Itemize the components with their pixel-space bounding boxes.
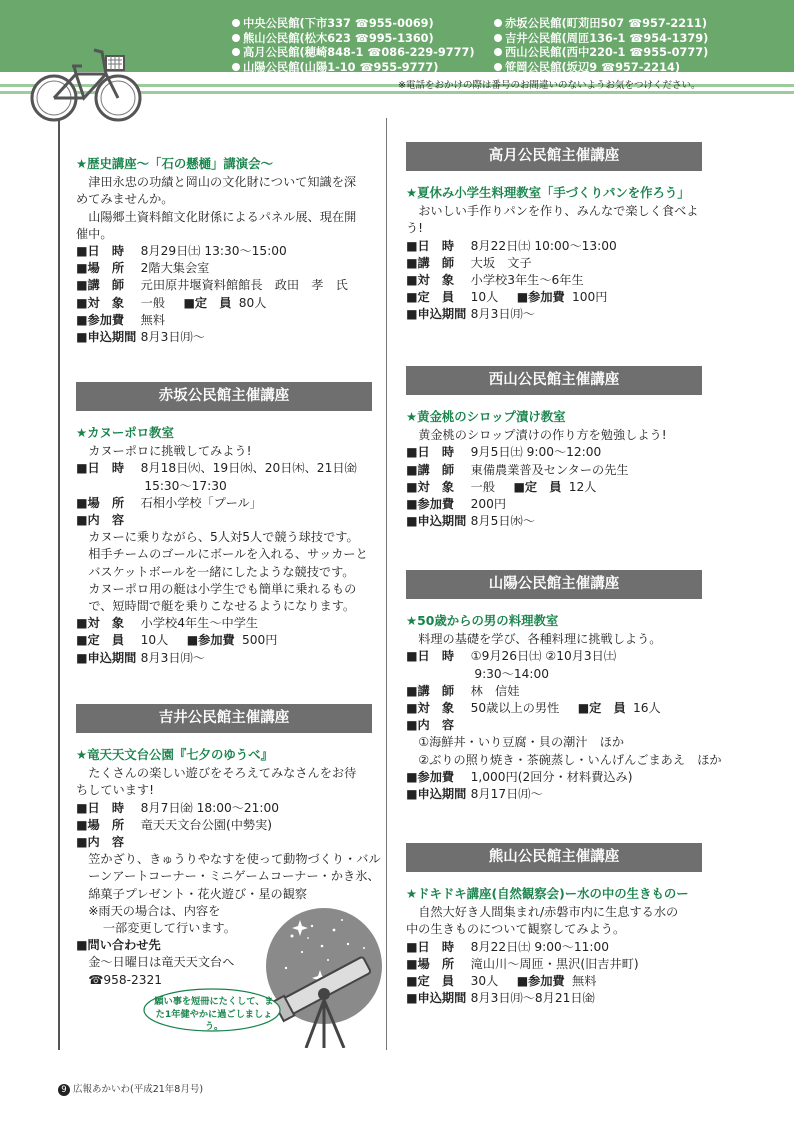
akasaka-apply: ■申込期間 8月3日㈪～ xyxy=(76,650,205,665)
history-fee: ■参加費 無料 xyxy=(76,312,166,327)
kumayama-apply: ■申込期間 8月3日㈪～8月21日㈮ xyxy=(406,991,595,1006)
akasaka-content-4: カヌーポロ用の艇は小学生でも簡単に乗れるもの xyxy=(88,581,357,596)
contact-akasaka: 赤坂公民館(町苅田507 ☎957-2211) xyxy=(505,17,707,30)
bubble-text: 願い事を短冊にたくして、また1年健やかに過ごしましょう。 xyxy=(154,996,274,1032)
history-target: ■対 象 一般 ■定 員 80人 xyxy=(76,295,267,310)
header-note: ※電話をおかけの際は番号のお間違いのないようお気をつけください。 xyxy=(398,80,701,91)
history-desc-2: めてみませんか。 xyxy=(76,192,174,207)
sanyo-desc: 料理の基礎を学び、各種料理に挑戦しよう。 xyxy=(418,632,662,647)
yoshii-contact-label: ■問い合わせ先 xyxy=(76,938,161,953)
history-desc-3: 山陽郷土資料館文化財係によるパネル展、現在開 xyxy=(88,209,357,224)
akasaka-content-1: カヌーに乗りながら、5人対5人で競う球技です。 xyxy=(88,530,359,545)
page-header xyxy=(0,0,794,94)
yoshii-contact-phone: ☎958-2321 xyxy=(88,972,163,987)
history-date: ■日 時 8月29日㈯ 13:30～15:00 xyxy=(76,244,287,259)
nishiyama-header: 西山公民館主催講座 xyxy=(406,366,702,395)
nishiyama-date: ■日 時 9月5日㈯ 9:00～12:00 xyxy=(406,445,602,460)
sanyo-section xyxy=(406,570,722,803)
history-title: ★歴史講座～「石の懸樋」講演会～ xyxy=(76,156,273,171)
kumayama-date: ■日 時 8月22日㈯ 9:00～11:00 xyxy=(406,939,610,954)
takatsuki-section xyxy=(406,142,702,324)
history-lecture xyxy=(76,146,372,346)
kumayama-desc: 自然大好き人間集まれ/赤磐市内に生息する水の xyxy=(418,905,679,920)
sanyo-content-2: ②ぶりの照り焼き・茶碗蒸し・いんげんごまあえ ほか xyxy=(418,752,722,767)
sanyo-title: ★50歳からの男の料理教室 xyxy=(406,613,559,628)
nishiyama-apply: ■申込期間 8月5日㈬～ xyxy=(406,514,535,529)
yoshii-content-label: ■内 容 xyxy=(76,835,125,850)
takatsuki-target: ■対 象 小学校3年生～6年生 xyxy=(406,273,584,288)
yoshii-contact-1: 金～日曜日は竜天天文台へ xyxy=(88,955,235,970)
sanyo-content-1: ①海鮮丼・いり豆腐・貝の潮汁 ほか xyxy=(418,735,625,750)
akasaka-content-2: 相手チームのゴールにボールを入れる、サッカーと xyxy=(88,547,368,562)
contact-sasaoka: 笹岡公民館(坂辺9 ☎957-2214) xyxy=(505,60,680,74)
nishiyama-lecturer: ■講 師 東備農業普及センターの先生 xyxy=(406,462,629,477)
contact-takatsuki: 高月公民館(穂崎848-1 ☎086-229-9777) xyxy=(243,46,475,59)
takatsuki-capacity: ■定 員 10人 ■参加費 100円 xyxy=(406,290,608,305)
akasaka-content-5: で、短時間で艇を乗りこなせるようになります。 xyxy=(88,599,356,614)
sanyo-apply: ■申込期間 8月17日㈪～ xyxy=(406,787,543,802)
takatsuki-lecturer: ■講 師 大坂 文子 xyxy=(406,255,532,270)
yoshii-place: ■場 所 竜天天文台公園(中勢実) xyxy=(76,817,273,832)
nishiyama-title: ★黄金桃のシロップ漬け教室 xyxy=(406,409,566,424)
contact-nishiyama: 西山公民館(西中220-1 ☎955-0777) xyxy=(505,46,709,59)
akasaka-content-3: バスケットボールを一緒にしたような競技です。 xyxy=(88,564,355,579)
kumayama-header: 熊山公民館主催講座 xyxy=(406,843,702,872)
akasaka-date: ■日 時 8月18日㈫、19日㈬、20日㈭、21日㈮ xyxy=(76,461,357,476)
history-desc-4: 催中。 xyxy=(76,226,113,241)
kumayama-capacity: ■定 員 30人 ■参加費 無料 xyxy=(406,974,597,989)
akasaka-place: ■場 所 石相小学校「プール」 xyxy=(76,495,262,510)
akasaka-capacity: ■定 員 10人 ■参加費 500円 xyxy=(76,633,278,648)
yoshii-header: 吉井公民館主催講座 xyxy=(76,704,372,733)
page-number: 9 xyxy=(58,1084,70,1096)
contacts-right xyxy=(494,17,708,75)
kumayama-desc-2: 中の生きものについて観察してみよう。 xyxy=(406,922,626,937)
yoshii-rain-note-2: 一部変更して行います。 xyxy=(102,921,236,936)
yoshii-content-2: ーンアートコーナー・ミニゲームコーナー・かき氷、 xyxy=(88,869,380,884)
takatsuki-apply: ■申込期間 8月3日㈪～ xyxy=(406,307,535,322)
sanyo-time: 9:30～14:00 xyxy=(474,666,549,681)
yoshii-rain-note: ※雨天の場合は、内容を xyxy=(88,903,221,918)
bicycle-illustration xyxy=(28,38,146,128)
nishiyama-target: ■対 象 一般 ■定 員 12人 xyxy=(406,479,597,494)
contact-chuo: 中央公民館(下市337 ☎955-0069) xyxy=(243,17,434,30)
akasaka-desc: カヌーポロに挑戦してみよう! xyxy=(88,444,252,459)
kumayama-section xyxy=(406,843,702,1007)
yoshii-content-1: 笠かざり、きゅうりやなすを使って動物づくり・バル xyxy=(88,852,381,867)
kumayama-title: ★ドキドキ講座(自然観察会)ー水の中の生きものー xyxy=(406,886,689,901)
left-frame-line xyxy=(58,118,60,1050)
contacts-left xyxy=(232,17,475,75)
sanyo-fee: ■参加費 1,000円(2回分・材料費込み) xyxy=(406,769,633,784)
yoshii-content-3: 綿菓子プレゼント・花火遊び・星の観察 xyxy=(88,886,308,901)
akasaka-header: 赤坂公民館主催講座 xyxy=(76,382,372,411)
sanyo-lecturer: ■講 師 林 信娃 xyxy=(406,683,520,698)
kumayama-place: ■場 所 滝山川～周匝・黒沢(旧吉井町) xyxy=(406,956,639,971)
history-lecturer: ■講 師 元田原井堰資料館館長 政田 孝 氏 xyxy=(76,278,348,293)
nishiyama-fee: ■参加費 200円 xyxy=(406,497,507,512)
akasaka-title: ★カヌーポロ教室 xyxy=(76,425,174,440)
takatsuki-header: 高月公民館主催講座 xyxy=(406,142,702,171)
nishiyama-desc: 黄金桃のシロップ漬けの作り方を勉強しよう! xyxy=(418,428,667,443)
history-apply: ■申込期間 8月3日㈪～ xyxy=(76,330,205,345)
takatsuki-desc-2: う! xyxy=(406,221,424,236)
nishiyama-section xyxy=(406,366,702,530)
yoshii-desc-2: ちしています! xyxy=(76,783,155,798)
yoshii-date: ■日 時 8月7日㈮ 18:00～21:00 xyxy=(76,800,280,815)
takatsuki-title: ★夏休み小学生料理教室「手づくりパンを作ろう」 xyxy=(406,185,690,200)
history-place: ■場 所 2階大集会室 xyxy=(76,261,210,276)
takatsuki-date: ■日 時 8月22日㈯ 10:00～13:00 xyxy=(406,238,617,253)
sanyo-target: ■対 象 50歳以上の男性 ■定 員 16人 xyxy=(406,701,661,716)
akasaka-section xyxy=(76,382,372,667)
footer-publication: 広報あかいわ(平成21年8月号) xyxy=(73,1084,204,1095)
yoshii-title: ★竜天天文台公園『七夕のゆうべ』 xyxy=(76,747,273,762)
contact-yoshii: 吉井公民館(周匝136-1 ☎954-1379) xyxy=(505,31,709,45)
contact-sanyo: 山陽公民館(山陽1-10 ☎955-9777) xyxy=(243,60,439,74)
akasaka-time: 15:30～17:30 xyxy=(144,478,227,493)
sanyo-header: 山陽公民館主催講座 xyxy=(406,570,702,599)
page-footer xyxy=(58,1081,203,1096)
sanyo-content-label: ■内 容 xyxy=(406,718,455,733)
column-divider xyxy=(386,118,387,1050)
takatsuki-desc: おいしい手作りパンを作り、みんなで楽しく食べよ xyxy=(418,204,699,219)
history-desc: 津田永忠の功績と岡山の文化財について知識を深 xyxy=(88,175,357,190)
akasaka-content-label: ■内 容 xyxy=(76,513,125,528)
sanyo-date: ■日 時 ①9月26日㈯ ②10月3日㈯ xyxy=(406,649,617,664)
contact-kumayama: 熊山公民館(松木623 ☎995-1360) xyxy=(243,31,434,45)
akasaka-target: ■対 象 小学校4年生～中学生 xyxy=(76,616,259,631)
yoshii-desc: たくさんの楽しい遊びをそろえてみなさんをお待 xyxy=(88,766,357,781)
